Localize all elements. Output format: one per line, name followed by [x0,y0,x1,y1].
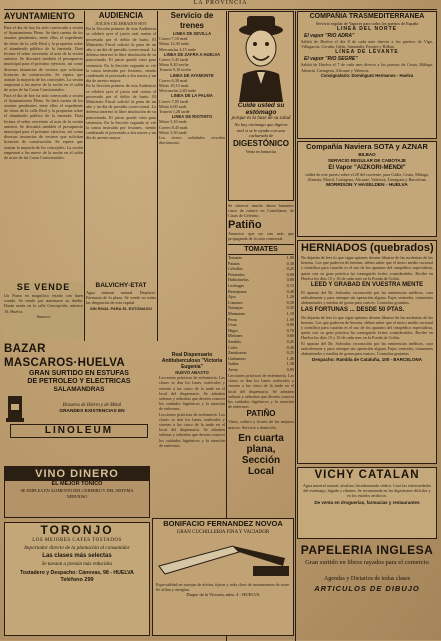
price-value: 1,10 [286,310,294,316]
price-item: Naranjas [228,305,243,311]
ad-agent: MORRISON Y HASELDEN - HUELVA [326,183,408,189]
price-value: 0,50 [286,299,294,305]
ad-line2: DE PETROLEO Y ELECTRICAS [27,378,131,385]
price-list [228,244,294,372]
patino-block [228,219,294,243]
stove-icon [4,394,26,424]
trasmediterranea-ad [297,11,437,139]
price-item: Coles [228,344,238,350]
se-vende-sign: Anuncio [36,313,51,319]
line-title: LINEA DEL NORTE [336,26,397,32]
price-value: 0,45 [286,338,294,344]
price-item: Judías [228,361,239,367]
price-item: Berenjenas [228,288,247,294]
ad-body-3: No dejarán de leer lo que sigue quienes deseen librarse de las molestias de las hernias. Los que padecen de hernias, deben saber que el único medio racional y científico para curarlas es el uso de los aparatos del ortopédico especialista, quien con su gran práctica ha conseguido éxitos considerables. Recibe en Huelva los días 15 y 16 de cada mes en la Fonda de Colón. [301,314,433,341]
ad-phone: Teléfono 299 [60,577,94,583]
ad-agent: Consignatario: Domínguez Hermanos - Huelva [320,72,414,78]
price-item: Ajos [228,294,236,300]
se-vende-body: Un Piano en magnífico estado con buen sonido. Se vende por ausentarse su dueño. Darán razón en la calle Concepción, número 10, Huelva. [4,293,83,314]
article-body: Para el día de hoy ha sido convocado a sesión el Ayuntamiento Pleno. Se dará cuenta de los asuntos pendientes, entre ellos el expediente de obras de la calle Real y la propuesta sobre el alumbrado público de la barriada. Dará lectura el señor secretario al acta de la sesión anterior. Se discutirá también el presupuesto municipal para el próximo ejercicio, así como diversas instancias de vecinos que solicitan licencias de construcción. Se espera que asistan la mayoría de los concejales. La sesión empezará a las nueve de la noche en el salón de actos de las Casas Consistoriales. [4,25,83,93]
ad-body-4: El aparato del Dr. Salvador, reconocido por las eminencias médicas, cura radicalmente y para siempre sin operación alguna. Fajas ventrales, cinturones abdominales y medias de goma para varices. Consultas gratuitas. [301,340,433,357]
price-value: 0,70 [286,327,294,333]
price-row [228,367,294,372]
ad-subtitle: Agendas y Dietarios de todas clases [323,576,411,582]
boat-name: El vapor "RIO SEGRE" [304,56,358,63]
ad-agent: De venta en droguerías, farmacias y restaurantes [314,499,420,505]
toronjo-ad [4,522,150,636]
bazar-ad [4,342,154,462]
ad-service: SERVICIO REGULAR DE CABOTAJE [327,158,407,163]
price-value: 1,00 [286,255,294,260]
section-title: AUDIENCIA [98,11,144,20]
price-value: 1,20 [286,294,294,300]
linoleum-label: LINOLEUM [10,424,148,438]
ad-line: SIN RIVAL PARA EL ESTÓMAGO [89,305,152,311]
vichy-catalan-ad [297,467,437,539]
price-item: Melones [228,333,243,339]
price-item: Tomates [228,255,243,260]
price-item: Limones [228,299,243,305]
divider [4,22,83,23]
ad-title: Cuide usted su estómago [237,102,285,116]
ad-body: Saldrá de Huelva el 7 de cada mes directo a los puertos de Ceuta, Málaga, Almería, Cartagena, Alicante y Valencia. [301,62,433,73]
ad-line3: SALAMANDRAS [53,386,105,393]
price-value: 1,00 [286,316,294,322]
article-body-cont: En la Sección primera de esta Audiencia se celebró ayer el juicio oral contra el procesado por el delito de hurto. El Ministerio Fiscal solicitó la pena de un año y un día de presidio correccional. La defensa interesó la libre absolución de su patrocinado. El juicio quedó visto para sentencia. En la Sección segunda se vió la causa instruida por lesiones, siendo condenado el procesado a dos meses y un día de arresto mayor. [86,83,156,141]
price-item: Higos [228,327,239,333]
train-entry: Mixto 10,15 mañ. [159,83,190,89]
ad-address: Duque de la Victoria, núm. 4 - HUELVA [186,592,260,598]
digestonico-ad [228,11,294,201]
train-entry: Mixto 3,30 tarde [159,129,188,135]
trains-list [159,78,225,94]
line-title: LINEA DE ZAFRA A HUELVA [163,51,221,57]
train-entry: Mixto 5,10 tarde [159,119,188,125]
section-title: Servicio de trenes [170,11,214,30]
price-item: Uvas [228,322,237,328]
trains-list [159,119,225,135]
column-trenes [159,11,225,351]
ad-subtitle: LEED Y GRABAD EN VUESTRA MENTE [310,282,424,289]
ad-body-2: El aparato del Dr. Salvador, reconocido por las eminencias médicas, cura radicalmente y para siempre sin operación alguna. Fajas ventrales, cinturones abdominales y medias de goma para varices. Consultas gratuitas. [301,290,433,306]
ad-line5: GRANDES EXISTENCIAS EN [59,409,125,414]
bonifacio-ad [152,518,294,636]
herniados-ad [297,240,437,464]
price-value: 0,90 [286,322,294,328]
ad-body: saldrá de este puerto sobre el 20 del corriente, para Cádiz, Ceuta, Málaga, Almería, Motril, Cartagena, Alicante, Valencia, Tarragona y Barcelona. [305,172,429,183]
article-title: Real Dispensario Antituberculoso "Victoria Eugenia" [161,352,223,370]
price-value: 0,60 [286,271,294,277]
fe-article [228,373,294,513]
se-vende-title: SE VENDE [16,282,71,292]
ad-title: VINO DINERO [5,467,149,481]
running-header: LA PROVINCIA [193,0,248,6]
price-value: 0,80 [286,277,294,283]
train-entry: Mercancías 4,15 tarde [159,46,197,52]
ad-title: VICHY CATALAN [314,469,420,481]
patino-body-2: Vinos, coñacs y licores de las mejores marcas. Servicio a domicilio. [228,419,294,430]
trains-note: Los trenes señalados circulan diariamente. [159,135,225,146]
article-body: Lecciones prácticas de enfermería. Las clases se dan los lunes, miércoles y viernes a las cinco de la tarde en el local del dispensario. Se admiten señoras y señoritas que deseen conocer los cuidados higiénicos y la atención de enfermos. [228,373,294,410]
ad-body: SE EMPLEA EN ALIMENTO DEL CEREBRO Y DEL SISTEMA NERVIOSO [20,488,134,499]
line-title: LINEA DE LA PALMA [171,93,213,99]
price-list-title: TOMATES [228,244,294,255]
ad-product: DIGESTÓNICO [232,138,289,148]
ad-address: Despacho: Rambla de Cataluña, 100 - BARCELONA [311,357,423,363]
ad-subtitle: GRAN CUCHILLERIA FINA Y VACIADOR [176,530,270,535]
ad-title: HERNIADOS (quebrados) [301,242,434,254]
ad-footer: Venta en farmacias [245,148,277,154]
article-subtitle: NUEVO ABASTO [175,370,209,375]
train-entry: Tranvía 9,10 noche [159,67,192,73]
ad-subtitle: EL MEJOR TÓNICO [51,481,103,487]
ad-subtitle-2: LAS FORTUNAS ... DESDE 50 PTAS. [301,306,405,313]
column-rule [84,11,85,341]
dispensario-article [159,352,225,518]
price-item: Sandías [228,338,242,344]
ad-subtitle: porque es la base de su salud [231,116,291,121]
price-item: Manzanas [228,310,245,316]
line-title: LINEA DE SEVILLA [172,31,212,36]
price-value: 0,40 [286,288,294,294]
price-item: Arroz [228,366,238,372]
column-audiencia [86,11,156,281]
ad-line3: Se tuestan a presión más reducidos [41,562,113,567]
price-value: 0,95 [286,366,294,372]
section-subtitle: JUICIOS CELEBRADOS HOY [95,21,147,26]
note: Se observa mucho ahora bastantes casos de catarro en Castellanos, de Casas de Ceferino. [228,203,294,219]
ad-body: Saldrá de Huelva el día 8 de cada mes directo a los puertos de Vigo, Villagarcía, Coruña, Gijón, Santander, Pasajes y Bilbao. [301,39,433,50]
price-item: Cebollas [228,266,243,272]
price-value: 1,40 [286,355,294,361]
ad-line1: Importador directo de la plantación al consumidor [24,545,130,551]
price-item: Habichuelas [228,277,249,283]
header-rule [4,9,437,10]
patino-body: Anuncios que no son más que propaganda de la casa comercial. [228,231,294,242]
sota-aznar-ad [297,141,437,237]
patino-title-2: PATIÑO [246,409,276,419]
price-item: Patatas [228,260,240,266]
train-entry: Correo 7,05 tarde [159,98,189,104]
ad-title: PAPELERIA INGLESA [300,543,434,557]
price-item: Lechugas [228,282,245,288]
patino-title: Patiño [228,219,262,231]
ad-title: BONIFACIO FERNANDEZ NOVOA [163,519,283,528]
price-item: Pimientos [228,271,245,277]
vino-dinero-ad [4,466,150,518]
ad-title: TORONJO [40,523,114,537]
ad-body: Gran surtido en libros rayados para el comercio [305,559,429,566]
train-entry: Mixto 8,20 noche [159,62,189,68]
train-entry: Correo 8,45 mañ. [159,124,189,130]
line-title: LINEA DE LEVANTE [335,49,399,56]
price-value: 0,15 [286,282,294,288]
trains-list [159,57,225,73]
section-title: AYUNTAMIENTO [4,11,75,21]
ad-title: Compañía Naviera SOTA y AZNAR [306,142,428,151]
ad-title: COMPAÑIA TRASMEDITERRANEA [309,13,425,20]
ad-body: No hay estómago que digiera mal si se le ayuda con una cucharada de [234,122,288,138]
article-body-cont: Para el día de hoy ha sido convocado a sesión el Ayuntamiento Pleno. Se dará cuenta de los asuntos pendientes, entre ellos el expediente de obras de la calle Real y la propuesta sobre el alumbrado público de la barriada. Dará lectura el señor secretario al acta de la sesión anterior. Se discutirá también el presupuesto municipal para el próximo ejercicio, así como diversas instancias de vecinos que solicitan licencias de construcción. Se espera que asistan la mayoría de los concejales. La sesión empezará a las nueve de la noche en el salón de actos de las Casas Consistoriales. [4,92,83,161]
ad-title: BAZAR MASCAROS·HUELVA [4,343,125,369]
price-rows [228,255,294,372]
ad-title: BALVICHY·ETAT [95,282,147,289]
price-value: 0,35 [286,305,294,311]
train-entry: Mixto 12,30 tarde [159,41,190,47]
ad-address: Tostadero y Despacho: Cánovas, 98 - HUELVA [20,570,134,576]
ad-subtitle: BILBAO [358,152,376,157]
balvichy-ad [86,282,156,340]
column-rule [295,11,296,641]
ad-line4: Braseros de Hierro y de Metal [62,403,122,408]
cuarta-plana: En cuarta plana, Sección Local [238,432,284,477]
price-value: 0,30 [286,260,294,266]
trains-list [159,36,225,52]
train-entry: Mixto 6,00 mañ. [159,103,187,109]
train-entry: Mercancías 2,40 tarde [159,88,197,94]
train-entry: Correo 5,45 tarde [159,57,189,63]
boat-name: El Vapor "AIZKORI-MENDI" [328,165,406,171]
train-entry: Correo 6,30 mañ. [159,77,189,83]
papeleria-ad [297,542,437,636]
ad-line2: Las clases más selectas [42,553,112,559]
ad-line1: GRAN SURTIDO EN ESTUFAS [29,370,129,377]
price-value: 0,25 [286,350,294,356]
ad-body: No dejarán de leer lo que sigue quienes deseen librarse de las molestias de las hernias. Los que padecen de hernias, deben saber que el único medio racional y científico para curarlas es el uso de los aparatos del ortopédico especialista, quien con su gran práctica ha conseguido éxitos considerables. Recibe en Huelva los días 15 y 16 de cada mes en la Fonda de Colón. [301,255,433,281]
ad-body: Agua mineral natural. Depósito: Farmacia de la plaza. Se vende en todas las droguerías de esta capital. [86,290,156,306]
ad-subtitle: LOS MEJORES CAFES TOSTADOS [32,538,122,543]
price-item: Garbanzos [228,355,246,361]
price-value: 1,30 [286,361,294,367]
price-item: Peras [228,316,238,322]
se-vende-box [4,282,83,340]
ad-body: Agua mineral natural, alcalina, bicarbonatada sódica. Cura las enfermedades del estómago, hígado y riñones. Se recomienda en las digestiones difíciles y en los estados artríticos. [302,483,432,499]
ad-body: Especialidad en navajas de afeitar, tijeras y toda clase de instrumentos de corte. Se afilan y arreglan. [156,582,290,593]
line-title: LINEA DE RIOTINTO [171,114,213,120]
price-value: 0,30 [286,344,294,350]
column-rule [157,11,158,341]
man-portrait-illustration [229,12,293,102]
ad-footer: ARTICULOS DE DIBUJO [314,584,420,593]
price-value: 0,60 [286,333,294,339]
price-item: Zanahorias [228,350,247,356]
trains-list [159,99,225,115]
article-body: En la Sección primera de esta Audiencia se celebró ayer el juicio oral contra el procesado por el delito de hurto. El Ministerio Fiscal solicitó la pena de un año y un día de presidio correccional. La defensa interesó la libre absolución de su patrocinado. El juicio quedó visto para sentencia. En la Sección segunda se vió la causa instruida por lesiones, siendo condenado el procesado a dos meses y un día de arresto mayor. [86,26,156,84]
article-body-cont: Lecciones prácticas de enfermería. Las clases se dan los lunes, miércoles y viernes a las cinco de la tarde en el local del dispensario. Se admiten señoras y señoritas que deseen conocer los cuidados higiénicos y la atención de enfermos. [159,411,225,448]
boat-name: El vapor "RIO ADRA" [304,33,355,39]
article-body: Lecciones prácticas de enfermería. Las clases se dan los lunes, miércoles y viernes a las cinco de la tarde en el local del dispensario. Se admiten señoras y señoritas que deseen conocer los cuidados higiénicos y la atención de enfermos. [159,375,225,412]
ad-subtitle: Servicio regular de Vapores para todos los puertos de España [315,21,419,26]
price-value: 0,25 [286,266,294,272]
train-entry: Tranvía 1,20 tarde [159,109,190,115]
line-title: LINEA DE AYAMONTE [170,72,214,78]
razor-illustration [153,536,293,582]
train-entry: Correo 7,10 mañ. [159,36,189,42]
